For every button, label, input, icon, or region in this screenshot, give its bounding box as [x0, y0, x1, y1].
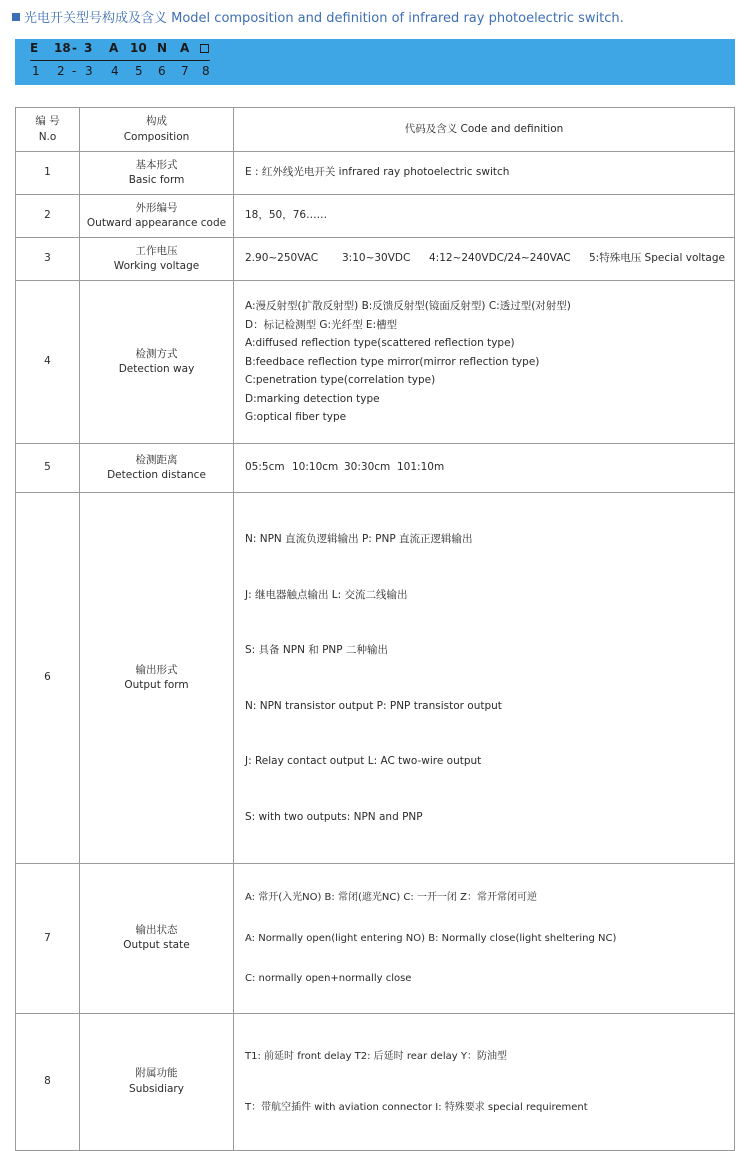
row-number: 1 [16, 152, 80, 195]
row-comp-en: Subsidiary [129, 1082, 184, 1095]
voltage-item: 4:12~240VDC/24~240VAC [429, 252, 571, 265]
row-comp-en: Detection distance [107, 469, 206, 481]
code-index: 2 [57, 64, 65, 78]
row-composition [80, 152, 234, 195]
header-def-text: 代码及含义 Code and definition [404, 122, 564, 135]
table-row [16, 195, 735, 238]
definition-line: T：带航空插件 with aviation connector I: 特殊要求 special requirement [245, 1101, 588, 1113]
definition-line: 18，50，76…… [245, 209, 328, 222]
row-number: 5 [16, 444, 80, 493]
definition-line: S: 具备 NPN 和 PNP 二种输出 [245, 644, 388, 656]
row-comp-en: Working voltage [113, 260, 200, 272]
row-number: 2 [16, 195, 80, 238]
definition-line: J: 继电器触点输出 L: 交流二线输出 [245, 588, 408, 601]
code-index: 7 [181, 64, 189, 78]
row-number: 3 [16, 238, 80, 281]
row-definition [234, 444, 735, 493]
code-part: A [180, 41, 190, 55]
definition-line: C:penetration type(correlation type) [245, 374, 436, 387]
row-composition [80, 195, 234, 238]
definition-line: D:marking detection type [245, 392, 380, 405]
row-composition [80, 864, 234, 1014]
empty-box-icon [200, 44, 209, 53]
header-definition [234, 108, 735, 152]
table-row [16, 864, 735, 1014]
code-index: - [72, 64, 77, 78]
row-composition [80, 1013, 234, 1150]
definition-line: G:optical fiber type [245, 411, 347, 424]
model-code-banner [15, 39, 735, 85]
definition-line: N: NPN 直流负逻辑输出 P: PNP 直流正逻辑输出 [245, 533, 473, 545]
row-comp-en: Outward appearance code [86, 217, 227, 229]
distance-item: 101:10m [397, 461, 445, 474]
header-no-en: N.o [38, 130, 57, 143]
row-comp-en: Detection way [118, 363, 195, 375]
row-composition [80, 238, 234, 281]
row-number: 6 [16, 493, 80, 864]
row-definition [234, 195, 735, 238]
row-comp-cn: 基本形式 [135, 158, 178, 171]
row-comp-cn: 外形编号 [135, 201, 178, 214]
definition-line: D：标记检测型 G:光纤型 E:槽型 [245, 318, 398, 331]
code-part: E [30, 41, 39, 55]
square-bullet-icon [12, 13, 20, 21]
code-index: 8 [202, 64, 210, 78]
definition-line: N: NPN transistor output P: PNP transistor output [245, 699, 502, 712]
row-number: 4 [16, 281, 80, 444]
code-index: 3 [85, 64, 93, 78]
header-comp-cn: 构成 [146, 115, 167, 128]
table-row [16, 238, 735, 281]
row-definition [234, 1013, 735, 1150]
definition-line: A:漫反射型(扩散反射型) B:反馈反射型(镜面反射型) C:透过型(对射型) [245, 300, 571, 313]
definition-table [15, 107, 735, 1151]
row-comp-en: Output form [124, 679, 189, 691]
code-part: N [157, 41, 168, 55]
code-index: 1 [32, 64, 40, 78]
code-part: 10 [130, 41, 147, 55]
definition-line: A: Normally open(light entering NO) B: Normally close(light sheltering NC) [245, 932, 617, 944]
table-row [16, 152, 735, 195]
distance-item: 10:10cm [292, 461, 339, 474]
code-part: 18 [54, 41, 71, 55]
row-comp-cn: 附属功能 [135, 1067, 178, 1080]
table-row [16, 444, 735, 493]
code-index: 5 [135, 64, 143, 78]
voltage-item: 3:10~30VDC [342, 252, 411, 265]
definition-line: A: 常开(入光NO) B: 常闭(遮光NC) C: 一开一闭 Z：常开常闭可逆 [245, 892, 537, 903]
row-comp-cn: 工作电压 [135, 244, 178, 257]
table-row [16, 1013, 735, 1150]
row-comp-cn: 检测距离 [135, 453, 178, 466]
row-definition [234, 238, 735, 281]
row-composition [80, 444, 234, 493]
row-definition [234, 493, 735, 864]
page-title-text: 光电开关型号构成及含义 Model composition and definition of infrared ray photoelectric switch. [24, 11, 624, 26]
definition-line: S: with two outputs: NPN and PNP [245, 810, 423, 823]
row-comp-cn: 输出形式 [135, 663, 178, 676]
definition-line: C: normally open+normally close [245, 973, 412, 984]
definition-line: E : 红外线光电开关 infrared ray photoelectric switch [245, 166, 510, 179]
definition-line: A:diffused reflection type(scattered reflection type) [245, 337, 515, 350]
table-row [16, 281, 735, 444]
row-definition [234, 864, 735, 1014]
voltage-item: 5:特殊电压 Special voltage [589, 252, 725, 265]
row-definition [234, 152, 735, 195]
header-no-cn: 编 号 [35, 115, 60, 128]
header-composition [80, 108, 234, 152]
header-comp-en: Composition [123, 130, 190, 143]
definition-line: B:feedbace reflection type mirror(mirror reflection type) [245, 355, 540, 368]
voltage-item: 2.90~250VAC [245, 252, 319, 265]
table-row [16, 493, 735, 864]
row-comp-cn: 输出状态 [135, 924, 178, 937]
table-header-row [16, 108, 735, 152]
code-underline [30, 60, 210, 61]
definition-line: T1: 前延时 front delay T2: 后延时 rear delay Y：防油型 [245, 1050, 507, 1062]
code-part: 3 [84, 41, 93, 55]
row-comp-cn: 检测方式 [135, 347, 178, 360]
row-number: 7 [16, 864, 80, 1014]
distance-item: 30:30cm [344, 461, 391, 474]
code-part: A [109, 41, 119, 55]
row-comp-en: Basic form [128, 174, 185, 186]
row-comp-en: Output state [123, 939, 190, 952]
row-definition [234, 281, 735, 444]
row-number: 8 [16, 1013, 80, 1150]
page-title [12, 7, 624, 26]
header-no [16, 108, 80, 152]
row-composition [80, 493, 234, 864]
code-index: 4 [111, 64, 119, 78]
code-part: - [72, 41, 77, 55]
definition-line: J: Relay contact output L: AC two-wire output [245, 755, 482, 767]
code-index: 6 [158, 64, 166, 78]
distance-item: 05:5cm [245, 461, 285, 474]
row-composition [80, 281, 234, 444]
